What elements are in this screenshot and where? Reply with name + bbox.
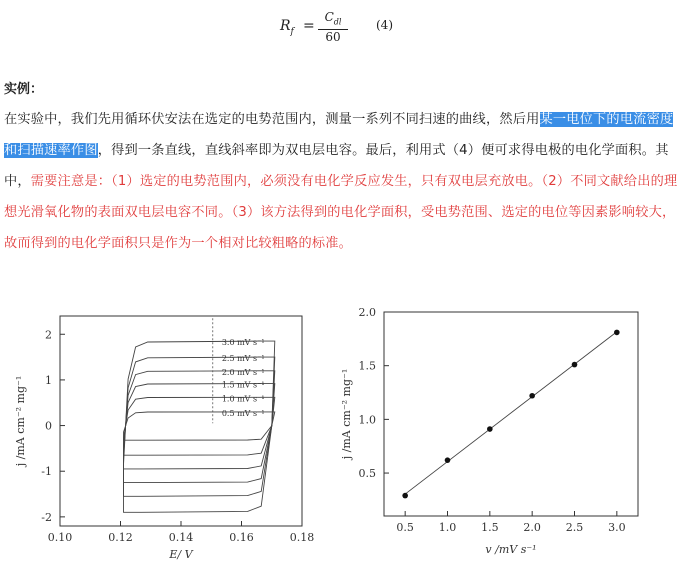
right-x-tick-label: 1.5 (481, 521, 499, 534)
equation-fraction (318, 10, 348, 45)
left-x-tick-label: 0.12 (108, 531, 133, 544)
data-point (529, 393, 535, 399)
left-y-axis-label: j /mA cm⁻² mg⁻¹ (14, 375, 27, 467)
right-y-axis-label: j /mA cm⁻² mg⁻¹ (340, 368, 353, 460)
cv-curve (124, 341, 275, 512)
equation-lhs: $R_f$ (280, 18, 294, 37)
cv-curve (124, 357, 275, 496)
right-x-axis-label: v /mV s⁻¹ (485, 543, 537, 556)
equation-equals: = (303, 18, 315, 34)
left-x-tick-label: 0.18 (289, 531, 315, 544)
figure-svg (0, 300, 692, 565)
right-x-tick-label: 2.5 (565, 521, 584, 534)
legend-label: 0.5 mV s⁻¹ (221, 408, 265, 418)
legend-label: 2.5 mV s⁻¹ (221, 354, 265, 364)
section-heading: 实例： (4, 82, 44, 97)
legend-label: 1.0 mV s⁻¹ (221, 394, 265, 404)
left-x-tick-label: 0.10 (47, 531, 73, 544)
right-y-tick-label: 2.0 (358, 306, 376, 319)
legend-label: 1.5 mV s⁻¹ (221, 380, 265, 390)
equation (0, 10, 692, 44)
left-x-tick-label: 0.16 (229, 531, 254, 544)
left-y-tick-label: 0 (45, 419, 52, 433)
right-chart-frame (384, 312, 638, 516)
body-paragraph (4, 104, 684, 259)
right-x-tick-label: 1.0 (438, 521, 457, 534)
data-point (572, 362, 578, 368)
right-y-tick-label: 1.5 (358, 359, 376, 373)
figure (0, 300, 692, 565)
fit-line (405, 332, 617, 494)
data-point (487, 426, 493, 432)
right-x-tick-label: 3.0 (608, 521, 626, 534)
right-y-tick-label: 1.0 (358, 413, 376, 427)
data-point (614, 330, 620, 336)
equation-denominator: 60 (325, 30, 341, 45)
left-y-tick-label: 1 (45, 373, 52, 387)
left-y-tick-label: 2 (45, 328, 52, 342)
left-chart-frame (60, 316, 302, 526)
legend-label: 3.0 mV s⁻¹ (221, 338, 265, 348)
warning-text: 需要注意是：（1）选定的电势范围内，必须没有电化学反应发生，只有双电层充放电。（2）不同文献给出的理想光滑氧化物的表面双电层电容不同。（3）该方法得到的电化学面积，受电势范围、选定的电位等因素影响较大，故而得到的电化学面积只是作为一个相对比较粗略的标准。 (4, 174, 678, 251)
right-x-tick-label: 2.0 (523, 521, 541, 534)
right-x-tick-label: 0.5 (396, 521, 414, 534)
legend-label: 2.0 mV s⁻¹ (221, 367, 265, 377)
left-x-tick-label: 0.14 (168, 531, 194, 544)
left-y-tick-label: -2 (41, 510, 52, 524)
right-y-tick-label: 0.5 (358, 467, 376, 481)
data-point (445, 457, 451, 463)
left-x-axis-label: E/ V (169, 548, 193, 561)
cv-curve (124, 397, 275, 455)
left-y-tick-label: -1 (41, 465, 52, 479)
data-point (402, 493, 408, 499)
equation-numerator: $C_{dl}$ (318, 10, 348, 30)
highlighted-text: 某一电位下的电流密度和扫描速率作图 (4, 112, 674, 158)
paragraph-text-1: 在实验中，我们先用循环伏安法在选定的电势范围内，测量一系列不同扫速的曲线，然后用 (4, 112, 540, 127)
equation-number: (4) (376, 18, 393, 32)
paragraph-text-2: ，得到一条直线，直线斜率即为双电层电容。最后，利用式（4）便可求得电极的电化学面积。其中， (4, 143, 669, 189)
